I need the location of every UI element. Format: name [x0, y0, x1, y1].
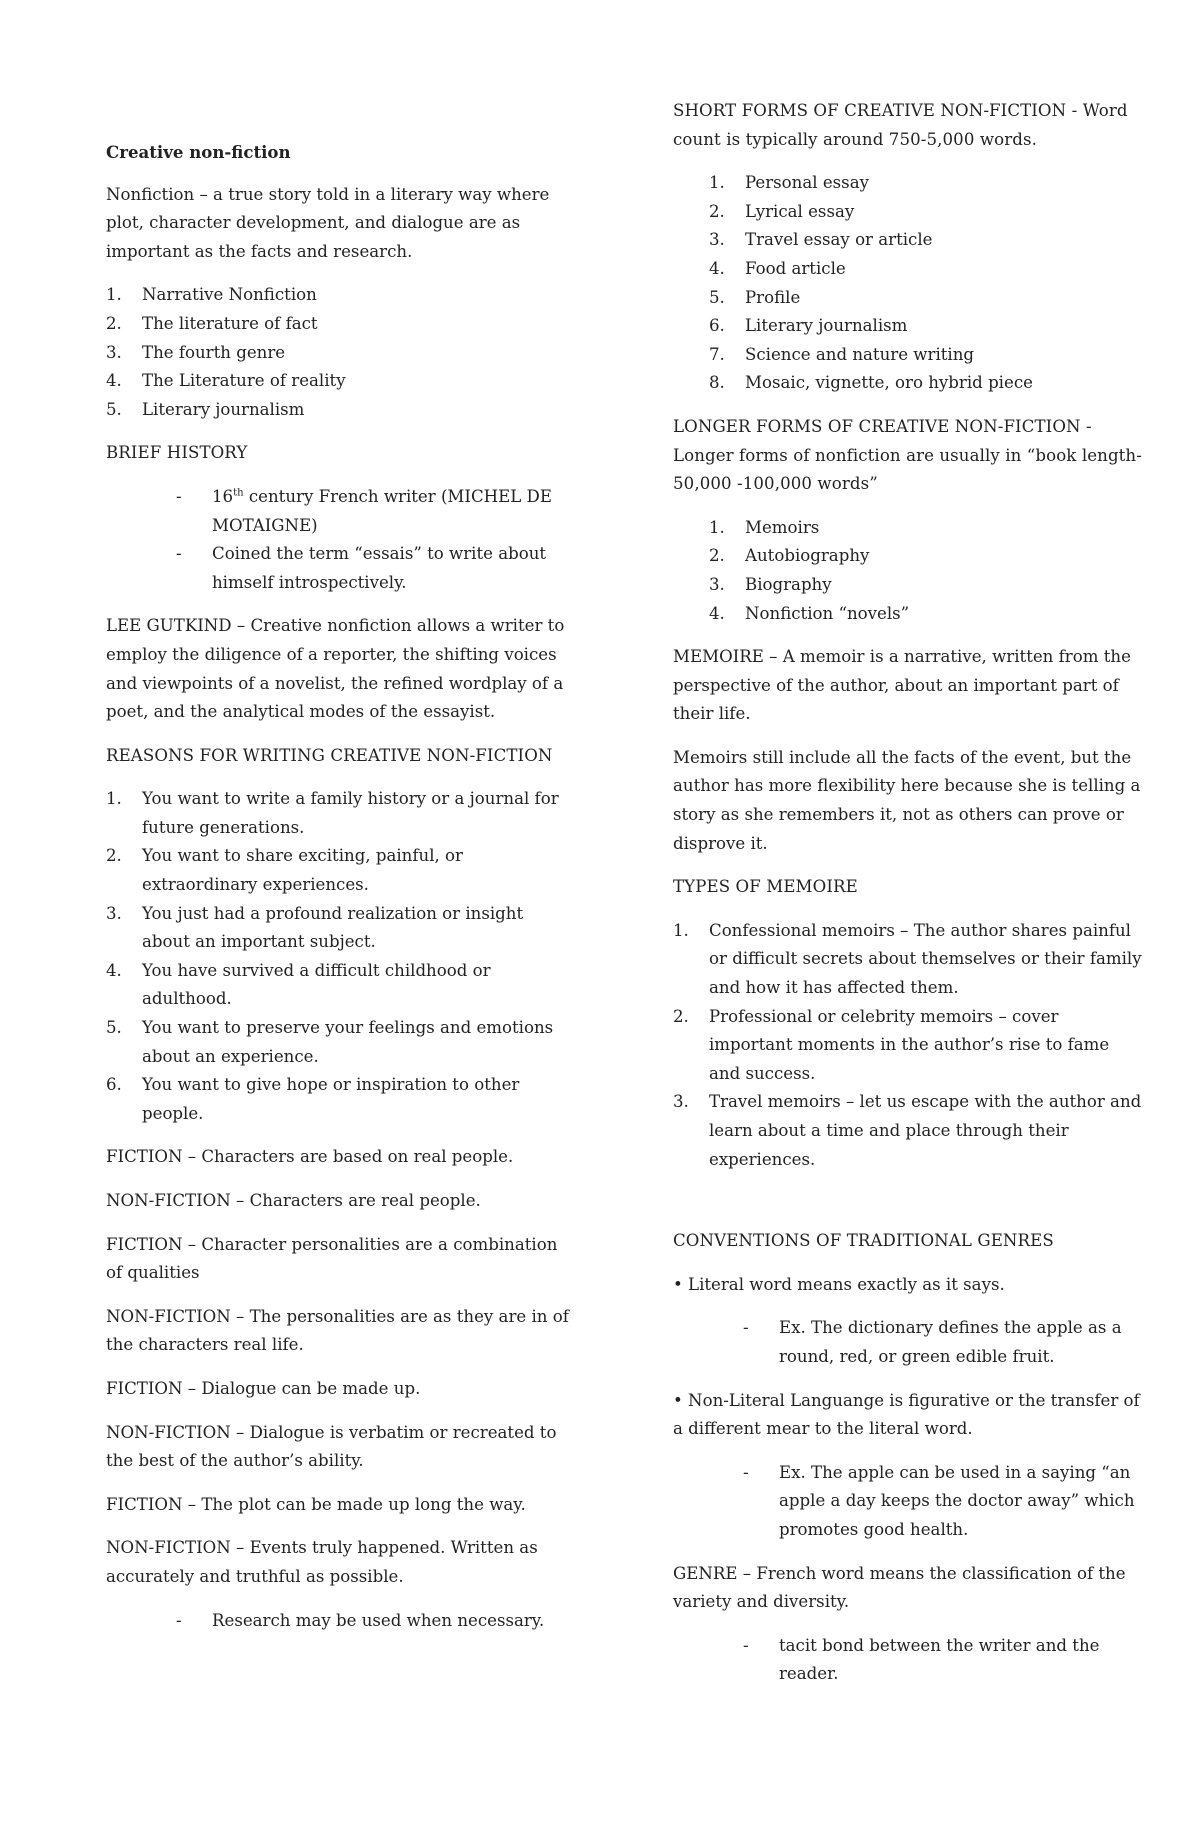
gutkind-quote: LEE GUTKIND – Creative nonfiction allows a writer to employ the diligence of a reporter, the shifting voices and viewpoints of a novelist, the refined wordplay of a poet, and the analytical modes of the essayist.	[106, 616, 565, 722]
list-item: - Coined the term “essais” to write about himself introspectively.	[106, 540, 576, 597]
reasons-list	[106, 785, 576, 1128]
list-item: 1. Narrative Nonfiction	[106, 285, 317, 305]
genre-note-list	[673, 1632, 1143, 1689]
longer-forms-heading: LONGER FORMS OF CREATIVE NON-FICTION - Longer forms of nonfiction are usually in “book length- 50,000 -100,000 words”	[673, 416, 1142, 494]
comparison-paragraph: NON-FICTION – Events truly happened. Written as accurately and truthful as possible.	[106, 1538, 538, 1586]
nonfiction-definition: Nonfiction – a true story told in a literary way where plot, character development, and dialogue are as important as the facts and research.	[106, 184, 550, 261]
document-title: Creative non-fiction	[106, 142, 291, 162]
alternate-names-list	[106, 281, 576, 424]
list-item: 2. Lyrical essay	[709, 201, 855, 221]
types-heading: TYPES OF MEMOIRE	[673, 877, 858, 897]
list-item: 2. Autobiography	[709, 546, 870, 566]
comparison-paragraph: NON-FICTION – Characters are real people.	[106, 1191, 481, 1210]
short-forms-list	[709, 169, 1143, 398]
list-item: 6. You want to give hope or inspiration to other people.	[106, 1075, 520, 1123]
list-item: 4. Food article	[709, 258, 846, 278]
list-item: 2. You want to share exciting, painful, or extraordinary experiences.	[106, 846, 463, 895]
list-item: 4. You have survived a difficult childhood or adulthood.	[106, 960, 491, 1009]
list-item: 3. The fourth genre	[106, 342, 286, 362]
list-item: 1. Personal essay	[709, 173, 869, 193]
list-item: 5. You want to preserve your feelings and emotions about an experience.	[106, 1018, 554, 1066]
comparison-paragraph: FICTION – Dialogue can be made up.	[106, 1378, 421, 1398]
reasons-heading: REASONS FOR WRITING CREATIVE NON-FICTION	[106, 745, 553, 765]
nonliteral-bullet: • Non-Literal Languange is figurative or the transfer of a different mear to the literal word.	[673, 1390, 1140, 1439]
comparison-paragraph: NON-FICTION – Dialogue is verbatim or recreated to the best of the author’s ability.	[106, 1422, 557, 1471]
list-item: 1. You want to write a family history or a journal for future generations.	[106, 789, 559, 837]
list-item: 4. Nonfiction “novels”	[709, 603, 910, 623]
conventions-heading: CONVENTIONS OF TRADITIONAL GENRES	[673, 1231, 1054, 1251]
literal-bullet: • Literal word means exactly as it says.	[673, 1274, 1005, 1294]
memoir-types-list	[673, 917, 1143, 1174]
list-item: - tacit bond between the writer and the reader.	[673, 1632, 1143, 1689]
list-item: - Research may be used when necessary.	[106, 1607, 576, 1636]
list-item: 8. Mosaic, vignette, oro hybrid piece	[709, 373, 1033, 393]
list-item: 7. Science and nature writing	[709, 344, 975, 364]
nonliteral-example-list	[673, 1459, 1143, 1545]
right-column	[673, 97, 1143, 1704]
longer-forms-list	[709, 514, 1143, 628]
spacer	[673, 1189, 1143, 1227]
literal-example-list	[673, 1314, 1143, 1371]
list-item: 3. Biography	[709, 574, 832, 594]
research-note-list	[106, 1607, 576, 1636]
list-item: 1. Memoirs	[709, 517, 820, 537]
left-column	[106, 138, 576, 1650]
list-item: 3. You just had a profound realization or insight about an important subject.	[106, 903, 524, 952]
memoire-definition: MEMOIRE – A memoir is a narrative, written from the perspective of the author, about an important part of their life.	[673, 647, 1131, 724]
list-item: 6. Literary journalism	[709, 316, 908, 336]
list-item: 2. The literature of fact	[106, 313, 318, 333]
comparison-paragraph: NON-FICTION – The personalities are as they are in of the characters real life.	[106, 1306, 569, 1355]
list-item: 5. Profile	[709, 287, 801, 307]
list-item: 3. Travel memoirs – let us escape with the author and learn about a time and place through their experiences.	[673, 1092, 1142, 1169]
list-item: - Ex. The dictionary defines the apple as a round, red, or green edible fruit.	[673, 1314, 1143, 1371]
short-forms-heading: SHORT FORMS OF CREATIVE NON-FICTION - Word count is typically around 750-5,000 words.	[673, 101, 1128, 149]
genre-definition: GENRE – French word means the classification of the variety and diversity.	[673, 1563, 1126, 1612]
list-item: - Ex. The apple can be used in a saying “an apple a day keeps the doctor away” which promotes good health.	[673, 1459, 1143, 1545]
list-item: - 16th century French writer (MICHEL DE MOTAIGNE)	[106, 483, 576, 540]
list-item: 4. The Literature of reality	[106, 371, 346, 391]
list-item: 1. Confessional memoirs – The author shares painful or difficult secrets about themselves or their family and how it has affected them.	[673, 920, 1142, 998]
memoire-detail: Memoirs still include all the facts of the event, but the author has more flexibility here because she is telling a story as she remembers it, not as others can prove or disprove it.	[673, 747, 1141, 853]
comparison-paragraph: FICTION – Character personalities are a combination of qualities	[106, 1234, 558, 1283]
list-item: 2. Professional or celebrity memoirs – cover important moments in the author’s rise to fame and success.	[673, 1006, 1110, 1083]
comparison-paragraph: FICTION – Characters are based on real people.	[106, 1147, 514, 1167]
list-item: 3. Travel essay or article	[709, 230, 933, 250]
brief-history-heading: BRIEF HISTORY	[106, 443, 248, 463]
list-item: 5. Literary journalism	[106, 399, 305, 419]
comparison-paragraph: FICTION – The plot can be made up long the way.	[106, 1494, 526, 1514]
history-list	[106, 483, 576, 597]
